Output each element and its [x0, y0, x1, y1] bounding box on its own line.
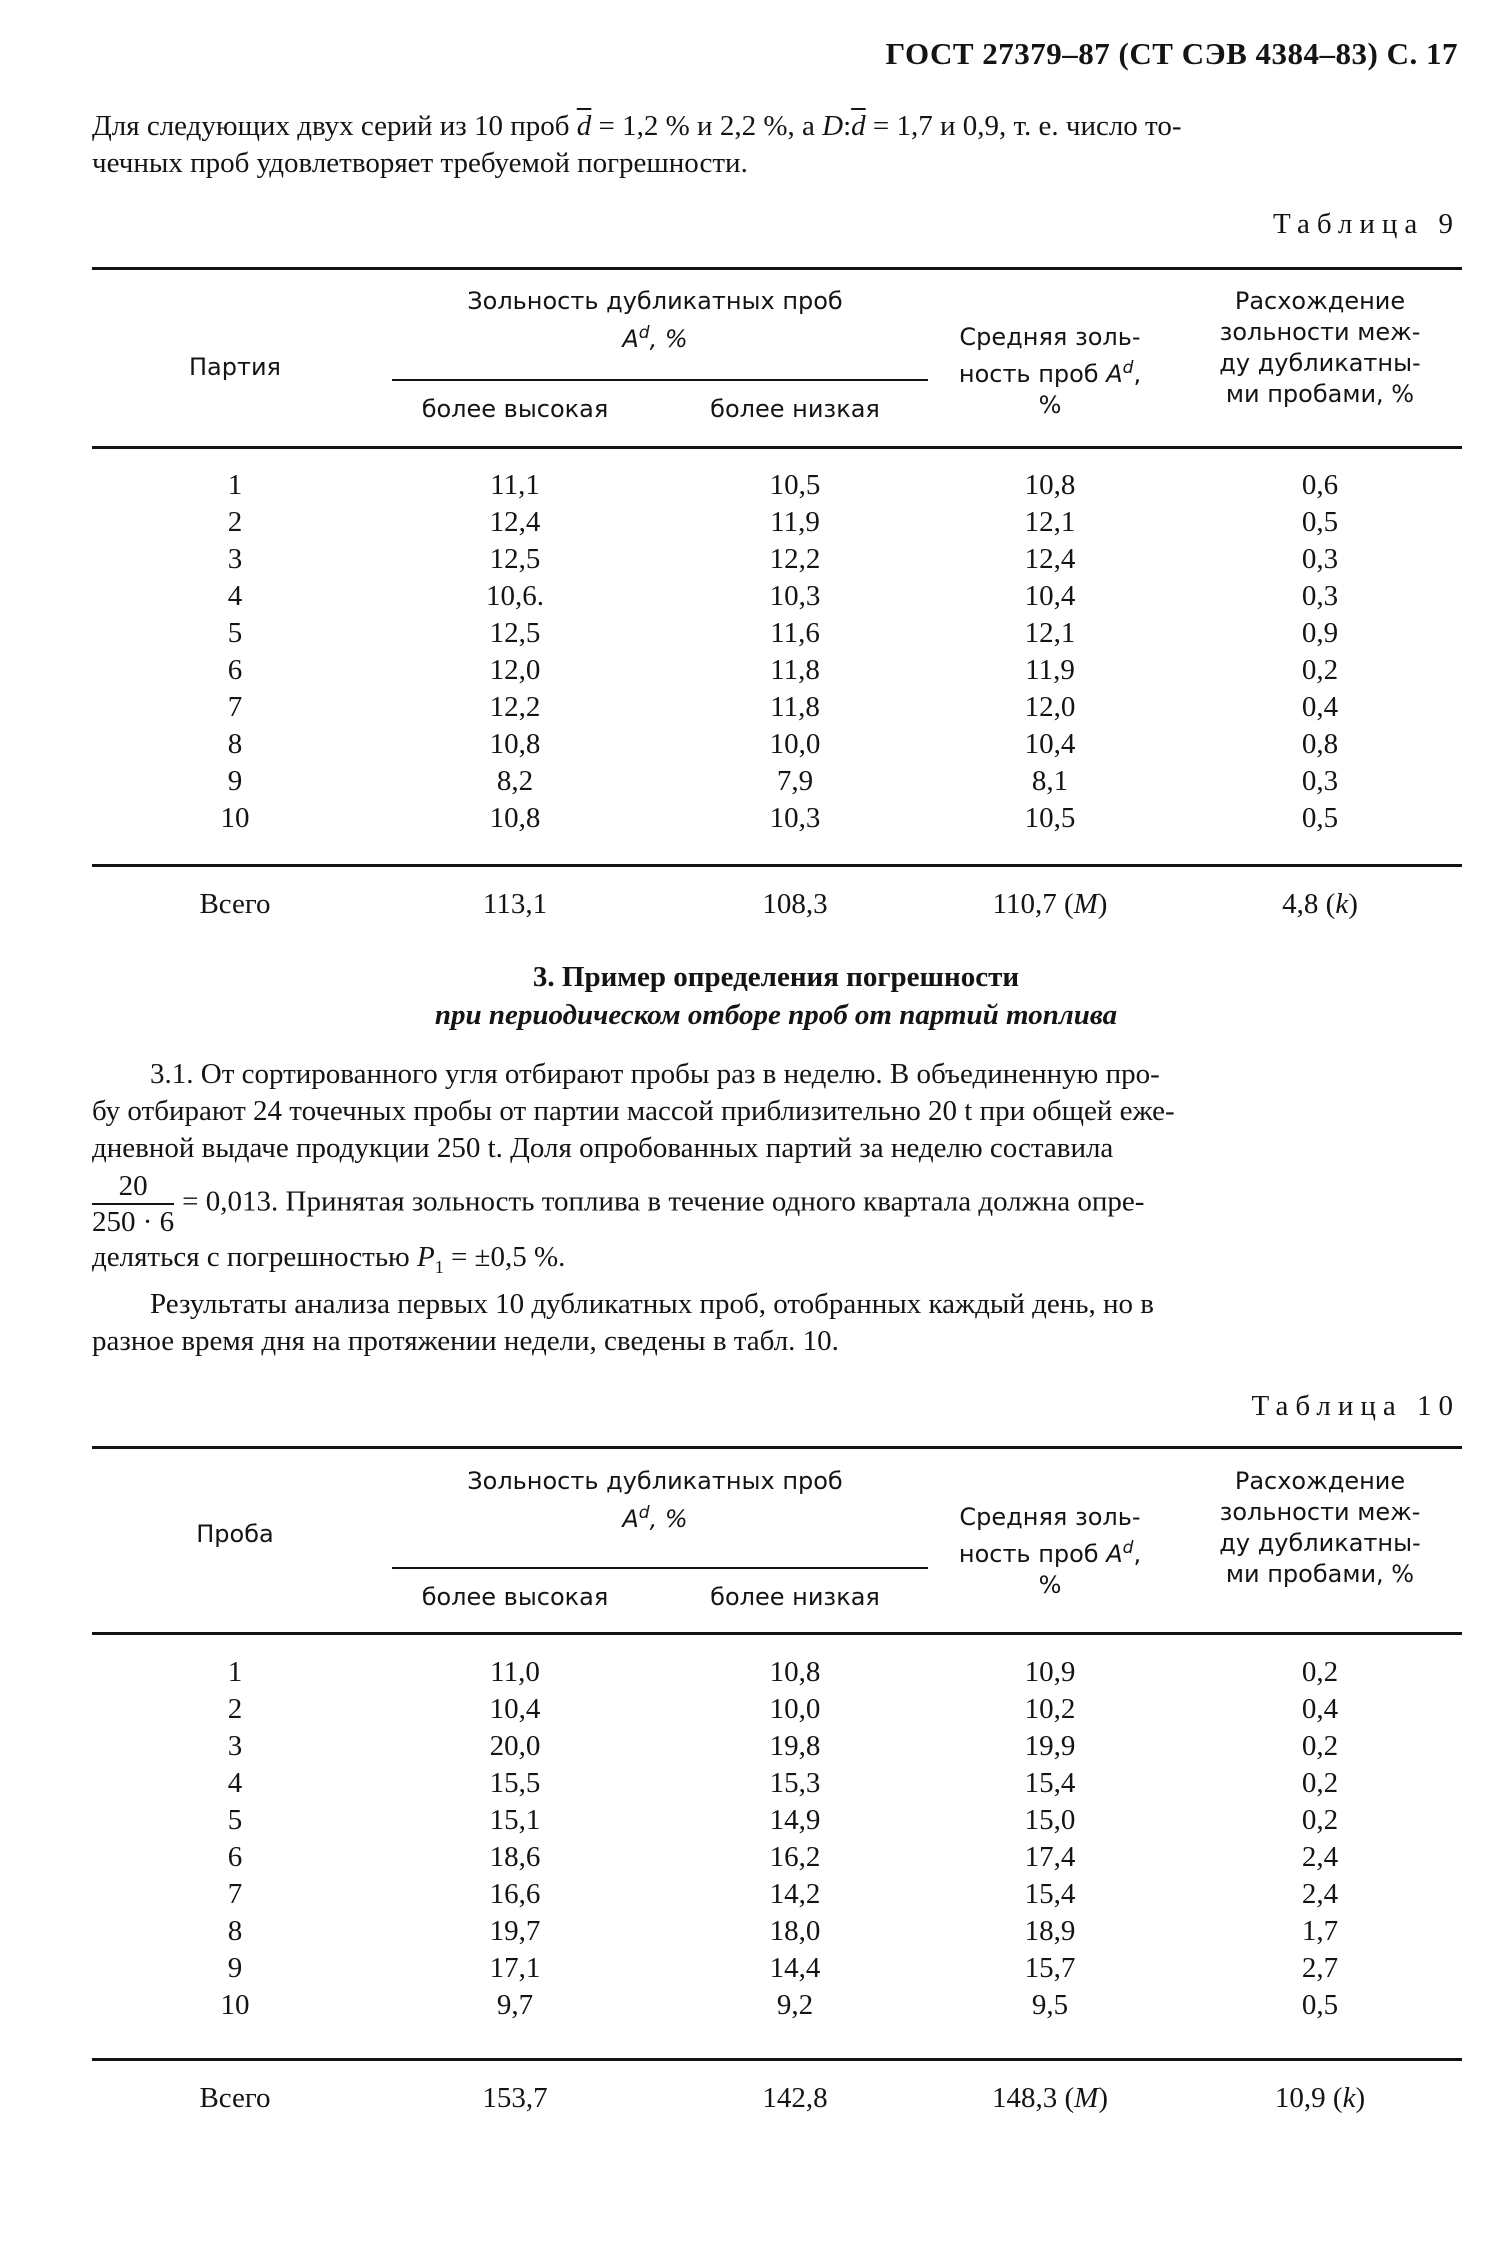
table10-col-diff	[1185, 1654, 1455, 2024]
table10-total-diff: 10,9 (k)	[1274, 2082, 1366, 2114]
table9-head-id: Партия	[188, 353, 281, 381]
table9-total-mean: 110,7 (M)	[992, 888, 1108, 920]
table10-low-cell: 14,2	[769, 1878, 821, 1910]
table10-high-cell: 18,6	[489, 1841, 541, 1873]
table10-high-cell: 11,0	[490, 1656, 540, 1688]
table10-low-cell: 18,0	[769, 1915, 821, 1947]
table9-mean-cell: 10,4	[1024, 728, 1076, 760]
table9-ids-cell: 6	[227, 654, 243, 686]
table10-col-low	[670, 1654, 920, 2024]
table9-low-cell: 11,6	[770, 617, 820, 649]
table10-total-low: 142,8	[762, 2082, 828, 2114]
table10-mean-cell: 9,5	[1031, 1989, 1069, 2021]
table9-low-cell: 11,8	[770, 654, 820, 686]
section3-title: 3. Пример определения погрешности при периодическом отборе проб от партий топлива	[434, 961, 1118, 1031]
table10-head-id: Проба	[196, 1520, 274, 1548]
table10-top-rule	[92, 1446, 1462, 1449]
table9-header-rule	[92, 446, 1462, 449]
table10-ids-cell: 10	[220, 1989, 250, 2021]
intro-line-1: Для следующих двух серий из 10 проб $\overline{d} = 1,2$ % и 2,2 %, а $D:\overline{d} = 1,7$ и 0,9, т. е. число то-	[92, 110, 1182, 142]
table9-high-cell: 8,2	[496, 765, 534, 797]
table10-diff-cell: 2,4	[1301, 1841, 1339, 1873]
table9-high-cell: 12,5	[489, 543, 541, 575]
paragraph-3-1	[92, 1056, 1460, 1360]
table9-mean-cell: 8,1	[1031, 765, 1069, 797]
table10-high-cell: 9,7	[496, 1989, 534, 2021]
table9-head-diff: Расхождение зольности меж- ду дубликатны- ми пробами, %	[1219, 287, 1421, 408]
table10-caption: Таблица 10	[1251, 1390, 1460, 1422]
page-header-doc-ref: ГОСТ 27379–87 (СТ СЭВ 4384–83) С. 17	[885, 36, 1458, 71]
table9-ids-cell: 3	[227, 543, 243, 575]
table10-mean-cell: 18,9	[1024, 1915, 1076, 1947]
table10-diff-cell: 0,2	[1301, 1804, 1339, 1836]
table9-low-cell: 11,9	[770, 506, 820, 538]
table9-high-cell: 12,0	[489, 654, 541, 686]
table9-diff-cell: 0,9	[1301, 617, 1339, 649]
table10-mean-cell: 10,9	[1024, 1656, 1076, 1688]
table10-ids-cell: 3	[227, 1730, 243, 1762]
table9-diff-cell: 0,3	[1301, 580, 1339, 612]
table10-group-rule	[392, 1567, 928, 1569]
table10-ids-cell: 7	[227, 1878, 243, 1910]
table9-high-cell: 10,6.	[486, 580, 544, 612]
table10-high-cell: 16,6	[489, 1878, 541, 1910]
table10-low-cell: 10,0	[769, 1693, 821, 1725]
table9-head-high: более высокая	[421, 395, 609, 423]
table9-total-diff: 4,8 (k)	[1282, 888, 1358, 920]
table10-mean-cell: 15,4	[1024, 1767, 1076, 1799]
intro-paragraph	[92, 108, 1460, 182]
table9-top-rule	[92, 267, 1462, 270]
table10-mean-cell: 19,9	[1024, 1730, 1076, 1762]
table9-ids-cell: 10	[220, 802, 250, 834]
table9-high-cell: 10,8	[489, 728, 541, 760]
table9-total-high: 113,1	[482, 888, 548, 920]
table9-diff-cell: 0,4	[1301, 691, 1339, 723]
intro-line-2: чечных проб удовлетворяет требуемой погрешности.	[92, 147, 748, 179]
table9-col-low	[670, 467, 920, 837]
para31-line-2: бу отбирают 24 точечных пробы от партии массой приблизительно 20 t при общей еже-	[92, 1095, 1175, 1127]
table9-mean-cell: 12,1	[1024, 506, 1076, 538]
para31-line-1: 3.1. От сортированного угля отбирают пробы раз в неделю. В объединенную про-	[150, 1058, 1160, 1090]
table9-ids-cell: 2	[227, 506, 243, 538]
table10-col-mean	[935, 1654, 1165, 2024]
para31-line-5: деляться с погрешностью $P_1 = \pm 0,5$ %.	[92, 1241, 566, 1277]
table9-ids-cell: 5	[227, 617, 243, 649]
table9-mean-cell: 11,9	[1025, 654, 1075, 686]
table10-total-rule	[92, 2058, 1462, 2061]
table10-high-cell: 17,1	[489, 1952, 541, 1984]
table10-high-cell: 15,1	[489, 1804, 541, 1836]
table10-head-mean: Средняя золь- ность проб $A^d$, %	[958, 1503, 1142, 1599]
table10-mean-cell: 15,7	[1024, 1952, 1076, 1984]
table10-low-cell: 10,8	[769, 1656, 821, 1688]
table10-total-label: Всего	[199, 2082, 271, 2114]
table9-low-cell: 11,8	[770, 691, 820, 723]
table9-ids-cell: 8	[227, 728, 243, 760]
table10-col-id	[110, 1654, 360, 2024]
table10-header-rule	[92, 1632, 1462, 1635]
table10-diff-cell: 0,2	[1301, 1730, 1339, 1762]
table9-ids-cell: 7	[227, 691, 243, 723]
table10-mean-cell: 15,4	[1024, 1878, 1076, 1910]
para31-line-4: $\frac{20}{250 \cdot 6}$ = 0,013. Принятая зольность топлива в течение одного квартала должна опре-	[92, 1170, 1145, 1238]
table9-ids-cell: 4	[227, 580, 243, 612]
table9-head-group-1: Зольность дубликатных проб	[467, 287, 843, 315]
table10-total-mean: 148,3 (M)	[991, 2082, 1108, 2114]
table10-mean-cell: 17,4	[1024, 1841, 1076, 1873]
table9-low-cell: 10,0	[769, 728, 821, 760]
table9-ids-cell: 1	[227, 469, 243, 501]
table9-col-mean	[935, 467, 1165, 837]
table9-diff-cell: 0,3	[1301, 543, 1339, 575]
table9-diff-cell: 0,5	[1301, 506, 1339, 538]
table9-mean-cell: 10,4	[1024, 580, 1076, 612]
table9-total-rule	[92, 864, 1462, 867]
table9-mean-cell: 12,4	[1024, 543, 1076, 575]
table9-mean-cell: 12,1	[1024, 617, 1076, 649]
table10-low-cell: 15,3	[769, 1767, 821, 1799]
table9-low-cell: 7,9	[776, 765, 814, 797]
table9-col-diff	[1185, 467, 1455, 837]
table10-ids-cell: 5	[227, 1804, 243, 1836]
table9-mean-cell: 10,5	[1024, 802, 1076, 834]
table10-head-low: более низкая	[710, 1583, 880, 1611]
table9-mean-cell: 10,8	[1024, 469, 1076, 501]
table9-head-low: более низкая	[710, 395, 880, 423]
table10-head-diff: Расхождение зольности меж- ду дубликатны- ми пробами, %	[1219, 1467, 1421, 1588]
results-line-2: разное время дня на протяжении недели, сведены в табл. 10.	[92, 1324, 839, 1357]
table9-ids-cell: 9	[227, 765, 243, 797]
table9-low-cell: 10,3	[769, 580, 821, 612]
table9-diff-cell: 0,6	[1301, 469, 1339, 501]
table9-total-label: Всего	[199, 888, 271, 920]
table9-low-cell: 10,5	[769, 469, 821, 501]
table9-col-high	[390, 467, 640, 837]
table10-diff-cell: 0,2	[1301, 1656, 1339, 1688]
table9-caption: Таблица 9	[1272, 208, 1460, 240]
table10-diff-cell: 0,4	[1301, 1693, 1339, 1725]
table10-high-cell: 10,4	[489, 1693, 541, 1725]
table9-diff-cell: 0,5	[1301, 802, 1339, 834]
results-line-1: Результаты анализа первых 10 дубликатных проб, отобранных каждый день, но в	[150, 1287, 1154, 1320]
table9-diff-cell: 0,2	[1301, 654, 1339, 686]
table9-high-cell: 12,2	[489, 691, 541, 723]
table10-diff-cell: 2,4	[1301, 1878, 1339, 1910]
table9-total-low: 108,3	[762, 888, 828, 920]
table10-ids-cell: 1	[227, 1656, 243, 1688]
table9-high-cell: 12,5	[489, 617, 541, 649]
table9-head-group-2: $A^d$, %	[622, 323, 688, 353]
fraction-20-over-250x6: $\frac{20}{250 \cdot 6}$	[92, 1170, 175, 1238]
table10-high-cell: 19,7	[489, 1915, 541, 1947]
table10-low-cell: 9,2	[776, 1989, 814, 2021]
table10-head-group-2: $A^d$, %	[622, 1503, 688, 1533]
table9-diff-cell: 0,3	[1301, 765, 1339, 797]
table9-mean-cell: 12,0	[1024, 691, 1076, 723]
table10-low-cell: 14,9	[769, 1804, 821, 1836]
table10-head-high: более высокая	[421, 1583, 609, 1611]
table9-col-id	[110, 467, 360, 837]
table9-high-cell: 12,4	[489, 506, 541, 538]
table10-diff-cell: 0,2	[1301, 1767, 1339, 1799]
table10-total-high: 153,7	[482, 2082, 548, 2114]
table9-head-mean: Средняя золь- ность проб $A^d$, %	[958, 323, 1142, 419]
table10-low-cell: 19,8	[769, 1730, 821, 1762]
table10-mean-cell: 15,0	[1024, 1804, 1076, 1836]
table10-diff-cell: 2,7	[1301, 1952, 1339, 1984]
para31-line-3: дневной выдаче продукции 250 t. Доля опробованных партий за неделю составила	[92, 1132, 1114, 1164]
table10-ids-cell: 4	[227, 1767, 243, 1799]
table9-low-cell: 10,3	[769, 802, 821, 834]
table10-ids-cell: 2	[227, 1693, 243, 1725]
table10-high-cell: 20,0	[489, 1730, 541, 1762]
table10-head-group-1: Зольность дубликатных проб	[467, 1467, 843, 1495]
table9-diff-cell: 0,8	[1301, 728, 1339, 760]
table10-diff-cell: 1,7	[1301, 1915, 1339, 1947]
table10-high-cell: 15,5	[489, 1767, 541, 1799]
table9-low-cell: 12,2	[769, 543, 821, 575]
table9-high-cell: 10,8	[489, 802, 541, 834]
table10-low-cell: 16,2	[769, 1841, 821, 1873]
table9-high-cell: 11,1	[490, 469, 540, 501]
table10-mean-cell: 10,2	[1024, 1693, 1076, 1725]
table10-low-cell: 14,4	[769, 1952, 821, 1984]
table10-ids-cell: 6	[227, 1841, 243, 1873]
table10-ids-cell: 9	[227, 1952, 243, 1984]
table10-ids-cell: 8	[227, 1915, 243, 1947]
table10-col-high	[390, 1654, 640, 2024]
table9-group-rule	[392, 379, 928, 381]
table10-diff-cell: 0,5	[1301, 1989, 1339, 2021]
